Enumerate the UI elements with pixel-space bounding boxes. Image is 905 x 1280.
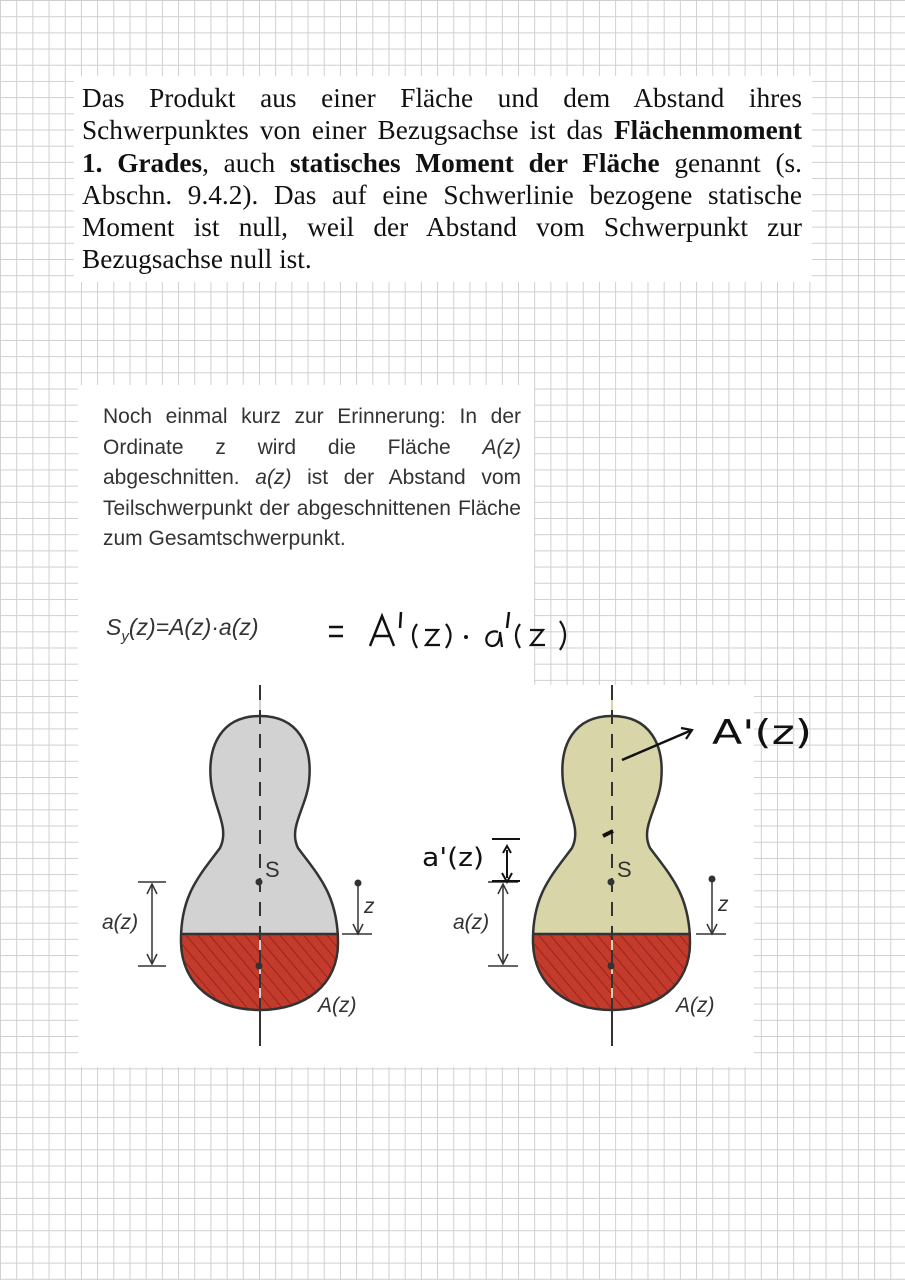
right-part-centroid-point (608, 963, 615, 970)
para-text-1: Das Produkt aus einer Fläche und dem Abstand ihres Schwerpunktes von einer Bezugsachse ist das (82, 83, 802, 146)
note-area-symbol: A(z) (482, 435, 521, 459)
right-centroid-point (608, 879, 615, 886)
para-text-2: , auch (202, 147, 290, 178)
term-flaechenmoment: Flächenmoment 1. Grades (82, 115, 802, 178)
hand-dot (464, 635, 468, 639)
left-centroid-point (256, 879, 263, 886)
left-label-Az: A(z) (318, 994, 357, 1017)
right-label-s: S (617, 857, 632, 882)
right-figure (422, 685, 812, 1046)
note-text-3: ist der Abstand vom Teilschwerpunkt der abgeschnittenen Fläche zum Gesamtschwerpunkt. (103, 466, 521, 551)
formula-subscript: y (121, 628, 129, 645)
hand-paren-close-1 (446, 624, 451, 648)
right-label-Az: A(z) (676, 994, 715, 1017)
note-distance-symbol: a(z) (255, 466, 292, 490)
right-label-az: a(z) (453, 911, 490, 934)
hand-paren-close-2 (560, 621, 565, 650)
note-text-2: abgeschnitten. (103, 466, 256, 490)
formula-s: S (106, 614, 122, 640)
hand-paren-open-1 (413, 624, 417, 648)
hand-label-A-prime: A'(z) (712, 713, 812, 753)
note-text-1: Noch einmal kurz zur Erinnerung: In der Ordinate z wird die Fläche (103, 405, 521, 459)
hand-a-glyph (486, 631, 502, 647)
left-label-z: z (364, 895, 375, 918)
right-label-z: z (718, 893, 729, 916)
hand-prime-2 (507, 612, 509, 628)
right-z-origin (709, 876, 716, 883)
left-part-centroid-point (256, 963, 263, 970)
hand-z-1 (425, 630, 440, 645)
term-statisches-moment: statisches Moment der Fläche (289, 147, 660, 178)
left-label-s: S (265, 857, 280, 882)
para-text-3: genannt (s. Abschn. 9.4.2). Das auf eine Schwerlinie bezogene statische Moment ist null, weil der Abstand vom Schwerpunkt zur Bezugsachse null ist. (82, 147, 802, 275)
hand-prime-1 (400, 612, 401, 628)
left-label-az: a(z) (102, 911, 139, 934)
hand-A-glyph (370, 616, 394, 646)
left-figure (102, 685, 375, 1046)
hand-label-a-prime: a'(z) (422, 843, 484, 873)
formula-rest: (z)=A(z)·a(z) (128, 614, 259, 640)
hand-paren-open-2 (516, 624, 520, 648)
handwritten-formula (329, 612, 565, 650)
hand-z-2 (530, 630, 545, 645)
left-z-origin (355, 880, 362, 887)
